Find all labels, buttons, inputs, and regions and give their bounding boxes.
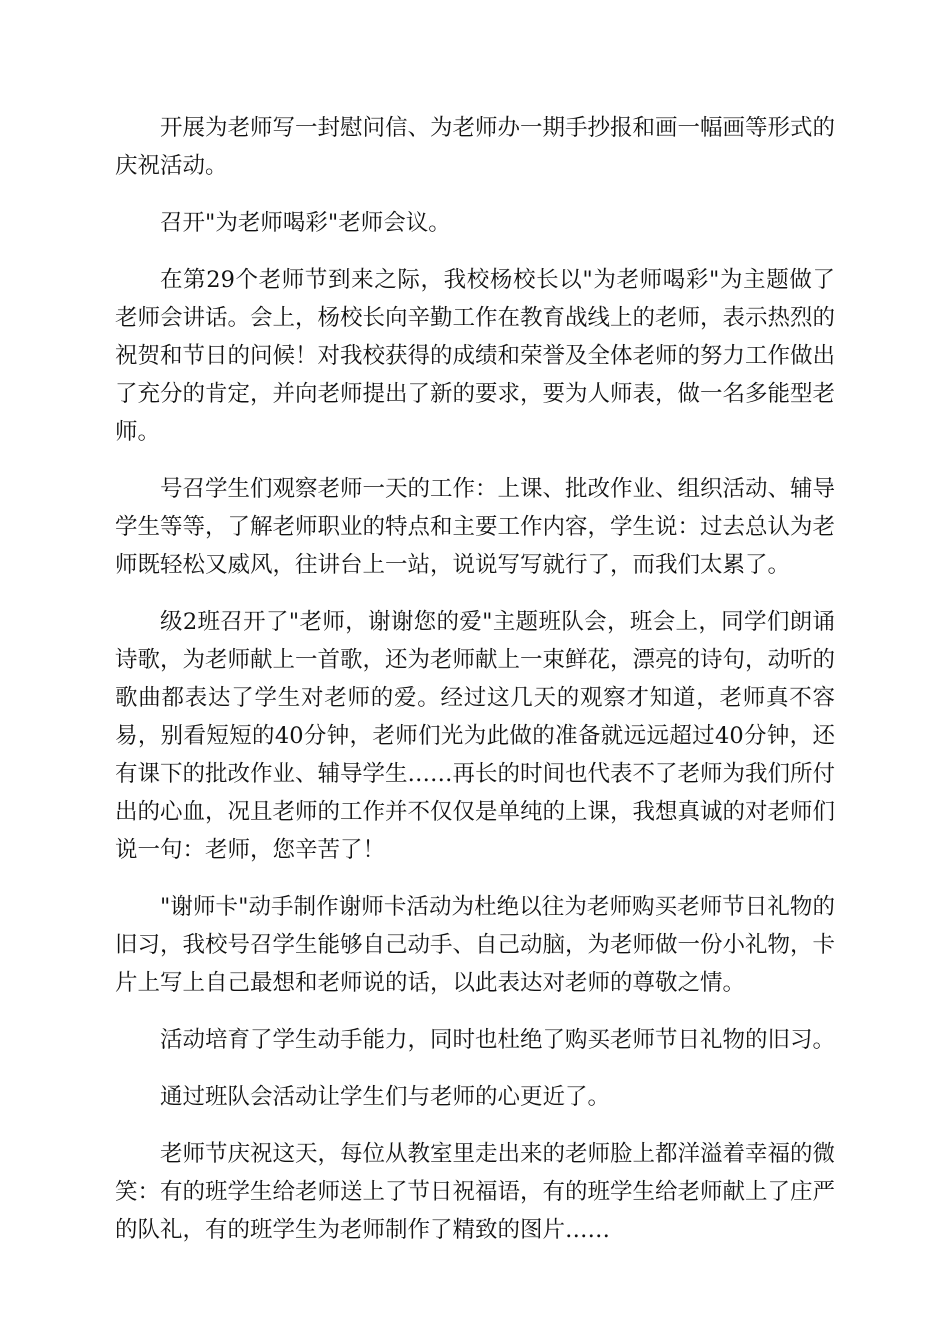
paragraph-1: 开展为老师写一封慰问信、为老师办一期手抄报和画一幅画等形式的庆祝活动。 bbox=[115, 115, 836, 179]
paragraph-5: 级2班召开了"老师，谢谢您的爱"主题班队会，班会上，同学们朗诵诗歌，为老师献上一首歌，还为老师献上一束鲜花，漂亮的诗句，动听的歌曲都表达了学生对老师的爱。经过这几天的观察才知道，老师真不容易，别看短短的40分钟，老师们光为此做的准备就远远超过40分钟，还有课下的批改作业、辅导学生……再长的时间也代表不了老师为我们所付出的心血，况且老师的工作并不仅仅是单纯的上课，我想真诚的对老师们说一句：老师，您辛苦了！ bbox=[115, 609, 836, 863]
paragraph-7: 活动培育了学生动手能力，同时也杜绝了购买老师节日礼物的旧习。 bbox=[160, 1027, 836, 1053]
paragraph-6: "谢师卡"动手制作谢师卡活动为杜绝以往为老师购买老师节日礼物的旧习，我校号召学生能够自己动手、自己动脑，为老师做一份小礼物，卡片上写上自己最想和老师说的话，以此表达对老师的尊敬之情。 bbox=[115, 894, 836, 996]
paragraph-9: 老师节庆祝这天，每位从教室里走出来的老师脸上都洋溢着幸福的微笑：有的班学生给老师送上了节日祝福语，有的班学生给老师献上了庄严的队礼，有的班学生为老师制作了精致的图片…… bbox=[115, 1141, 836, 1243]
paragraph-3: 在第29个老师节到来之际，我校杨校长以"为老师喝彩"为主题做了老师会讲话。会上，杨校长向辛勤工作在教育战线上的老师，表示热烈的祝贺和节日的问候！对我校获得的成绩和荣誉及全体老师的努力工作做出了充分的肯定，并向老师提出了新的要求，要为人师表，做一名多能型老师。 bbox=[115, 267, 836, 445]
paragraph-8: 通过班队会活动让学生们与老师的心更近了。 bbox=[160, 1084, 611, 1110]
paragraph-4: 号召学生们观察老师一天的工作：上课、批改作业、组织活动、辅导学生等等，了解老师职业的特点和主要工作内容，学生说：过去总认为老师既轻松又威风，往讲台上一站，说说写写就行了，而我们太累了。 bbox=[115, 476, 836, 578]
paragraph-2: 召开"为老师喝彩"老师会议。 bbox=[160, 210, 451, 236]
document-body bbox=[115, 109, 835, 1268]
